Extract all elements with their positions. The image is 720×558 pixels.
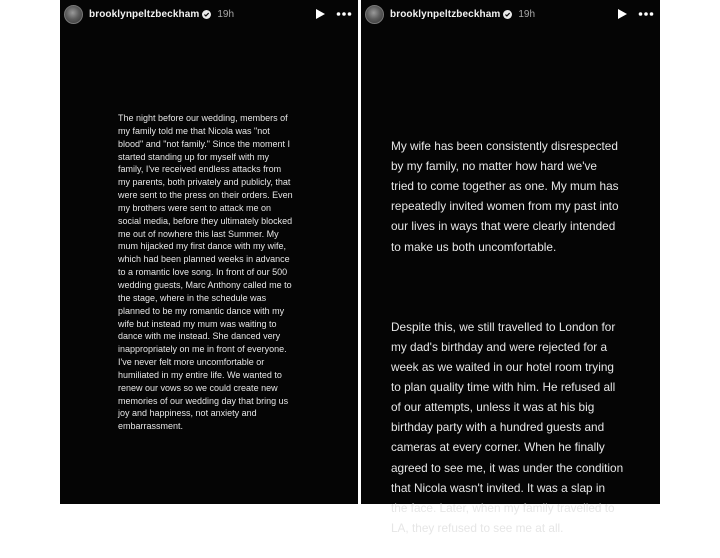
- story-text: The night before our wedding, members of my family told me that Nicola was "not blood" and "not family." Since the moment I started standing up for myself with my family, I've received endless attacks from my parents, both privately and publicly, that were sent to the press on their orders. Even my brothers were sent to attack me on social media, before they ultimately blocked me out of nowhere this last Summer. My mum hijacked my first dance with my wife, which had been planned weeks in advance to a romantic love song. In front of our 500 wedding guests, Marc Anthony called me to the stage, where in the schedule was planned to be my romantic dance with my wife but instead my mum was waiting to dance with me instead. She danced very inappropriately on me in front of everyone. I've never felt more uncomfortable or humiliated in my entire life. We wanted to renew our vows so we could create new memories of our wedding day that bring us joy and happiness, not anxiety and embarrassment.: [118, 113, 293, 432]
- verified-badge-icon: [202, 10, 211, 19]
- play-icon[interactable]: [314, 8, 326, 20]
- more-options-icon[interactable]: [336, 8, 352, 20]
- verified-badge-icon: [503, 10, 512, 19]
- profile-avatar[interactable]: [365, 5, 384, 24]
- story-header: [64, 3, 352, 25]
- story-paragraph: Despite this, we still travelled to London for my dad's birthday and were rejected for a week as we waited in our hotel room trying to plan quality time with him. He refused all of our attempts, unless it was at his big birthday party with a hundred guests and cameras at every corner. When he finally agreed to see me, it was under the condition that Nicola wasn't invited. It was a slap in the face. Later, when my family travelled to LA, they refused to see me at all.: [391, 319, 624, 535]
- username[interactable]: brooklynpeltzbeckham: [390, 8, 501, 20]
- profile-avatar[interactable]: [64, 5, 83, 24]
- username[interactable]: brooklynpeltzbeckham: [89, 8, 200, 20]
- more-options-icon[interactable]: [638, 8, 654, 20]
- story-header: [365, 3, 654, 25]
- story-paragraph: My wife has been consistently disrespected by my family, no matter how hard we've tried to come together as one. My mum has repeatedly invited women from my past into our lives in ways that were clearly intended to make us both uncomfortable.: [391, 139, 619, 254]
- post-time: 19h: [518, 8, 536, 20]
- play-icon[interactable]: [616, 8, 628, 20]
- story-panel-left[interactable]: [60, 0, 358, 504]
- story-text: [391, 116, 659, 558]
- story-panel-right[interactable]: [361, 0, 660, 535]
- post-time: 19h: [217, 8, 235, 20]
